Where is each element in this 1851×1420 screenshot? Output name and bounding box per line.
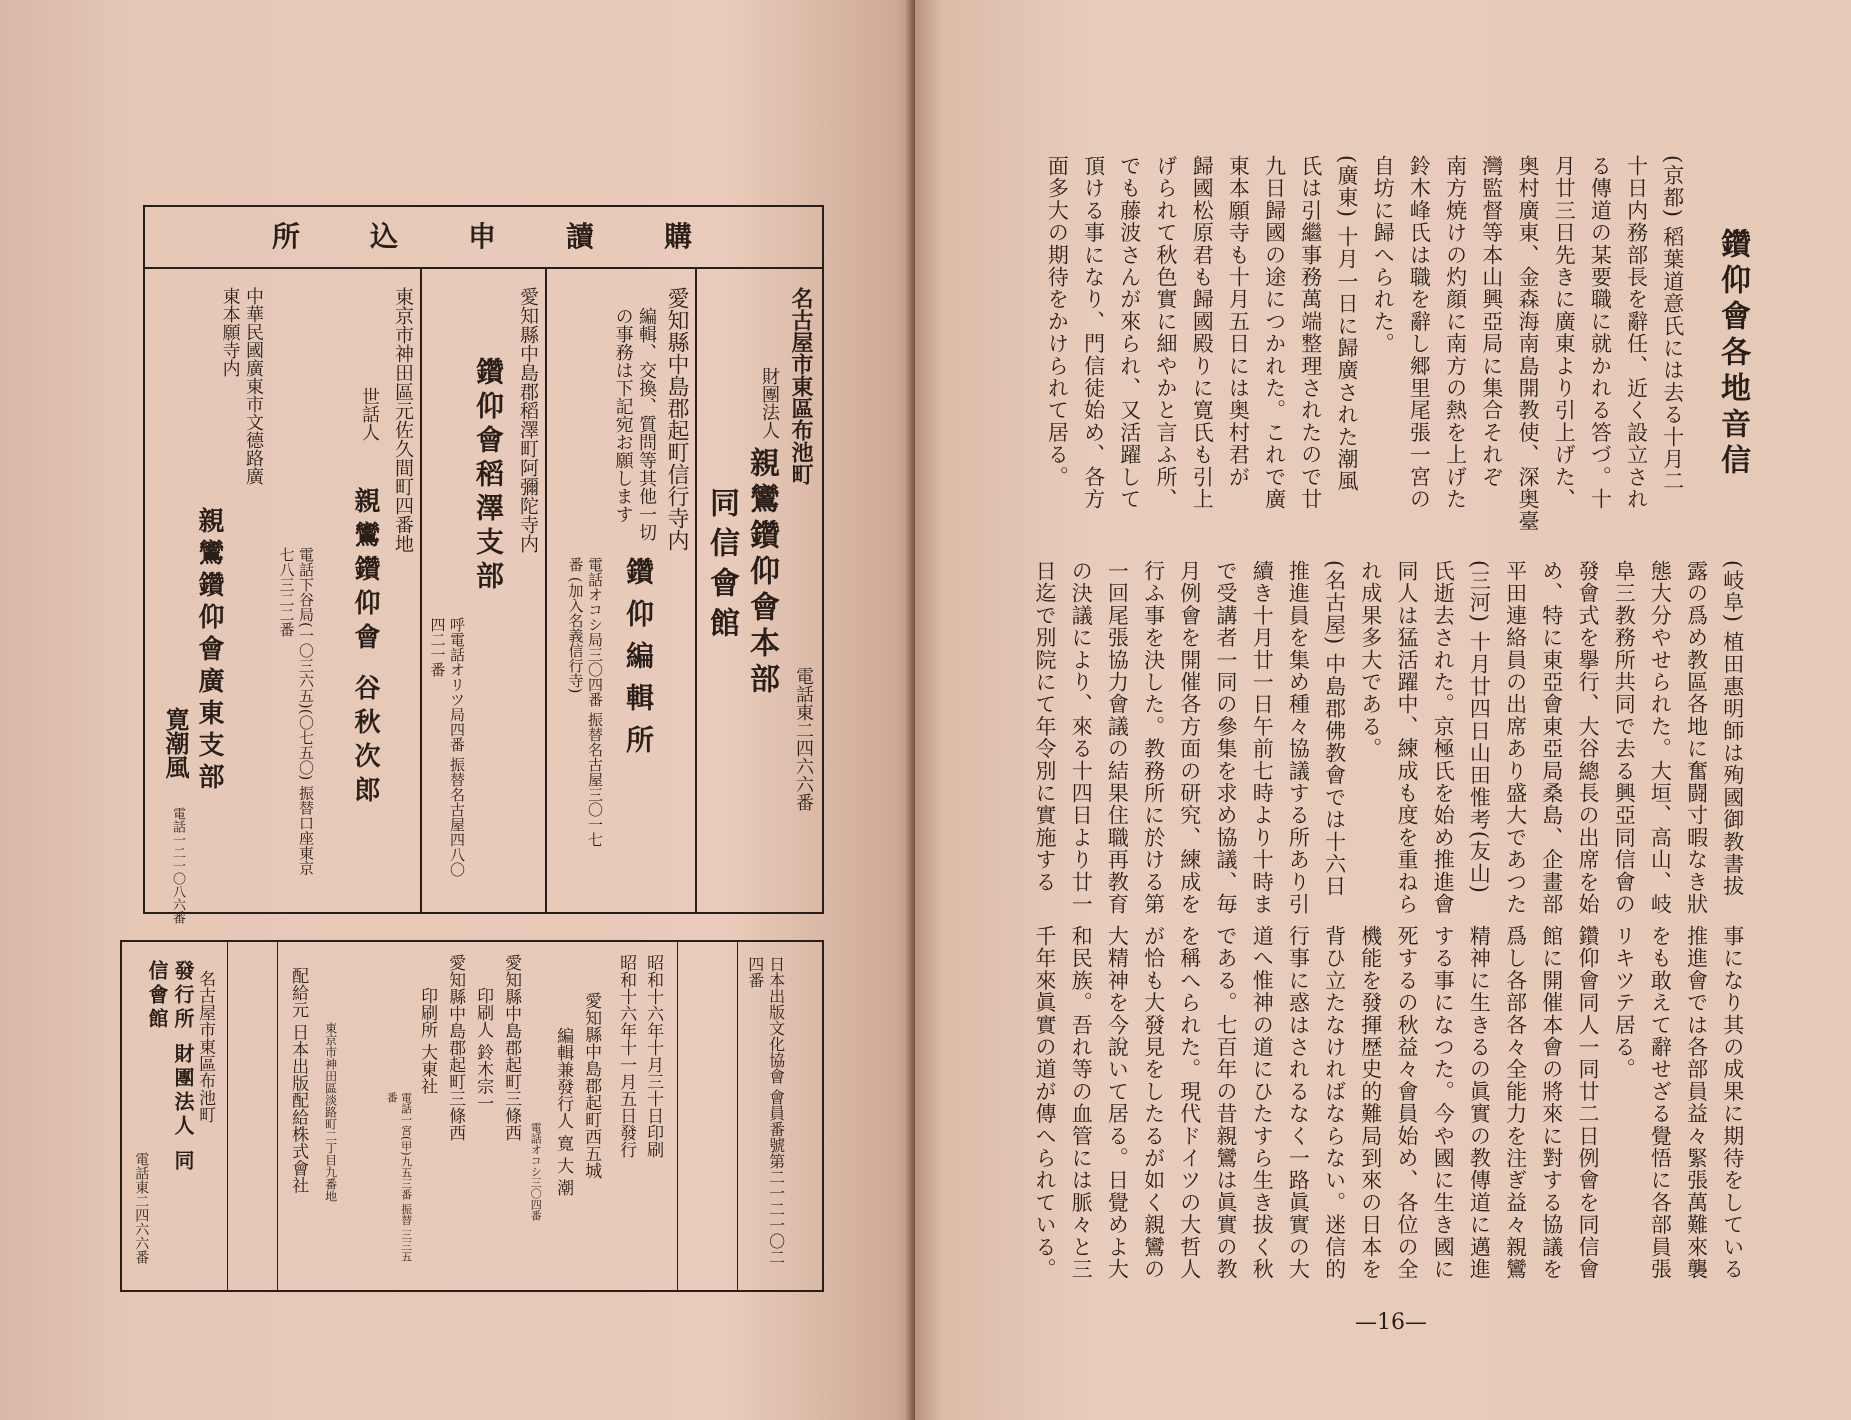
article-line: 推進員を集め種々協議する所あり引: [1286, 560, 1311, 916]
article-line: 月廿三日先きに廣東より引上げた、: [1552, 155, 1577, 511]
article-line: 鈴木峰氏は職を辭し郷里尾張一宮の: [1407, 155, 1432, 511]
editor-address: 愛知縣中島郡起町西五城: [581, 992, 602, 1179]
article-line: 奥村廣東、金森海南島開教使、深奥臺: [1516, 155, 1540, 533]
entry-guangdong-branch: [153, 287, 265, 924]
article-line: 機能を發揮歴史的難局到來の日本を: [1358, 925, 1383, 1281]
entry-name: 鑽仰會稻澤支部: [472, 357, 505, 595]
printer: 印刷人 鈴木宗一: [473, 987, 494, 1112]
article-line: 歸國松原君も歸國殿りに寛氏も引上: [1190, 155, 1215, 511]
article-line: 發會式を擧行、大谷總長の出席を始: [1576, 560, 1600, 916]
article-line: 爲し各部各々全能力を注ぎ益々親鸞: [1503, 925, 1528, 1281]
article-line: 千年來眞實の道が傳へられている。: [1033, 925, 1057, 1281]
entry-phone: 電話東二四六六番: [793, 667, 814, 811]
article-line: 氏は引繼事務萬端整理されたので廿: [1298, 155, 1323, 511]
column-divider: [420, 269, 422, 912]
article-line: 大精神を今說いて居る。日覺めよ大: [1105, 925, 1130, 1281]
article-title: 鑽仰會各地音信: [1715, 228, 1750, 480]
article-line: が恰も大發見をしたるが如く親鸞の: [1141, 925, 1166, 1281]
entry-inazawa-branch: [425, 287, 540, 897]
entry-tokyo: [270, 287, 415, 897]
entry-name: 鑽仰編輯所: [622, 557, 655, 767]
print-date: 昭和十六年十月三十日印刷: [643, 954, 664, 1158]
entry-note: 編輯、交換、質問等其他一切の事務は下記宛お願します: [612, 307, 657, 541]
colophon-divider: [677, 942, 678, 1290]
article-line: 續き十月廿一日午前七時より十時ま: [1250, 560, 1275, 916]
article-line: で受講者一同の參集を求め協議、毎: [1214, 560, 1238, 916]
entry-address: 東京市神田區元佐久間町四番地: [392, 287, 414, 553]
article-line: 九日歸國の途につかれた。これで廣: [1262, 155, 1287, 511]
article-line: 月例會を開催各方面の研究、練成を: [1177, 560, 1202, 916]
colophon-divider: [277, 942, 278, 1290]
article-line: 死するの秋益々會員始め、各位の全: [1395, 925, 1419, 1281]
press: 印刷所 大東社: [417, 987, 438, 1095]
article-line: 態大分やせられた。大垣、高山、岐: [1648, 560, 1673, 916]
article-line: をも敢えて辭せざる覺悟に各部員張: [1648, 925, 1673, 1281]
article-line: 南方焼けの灼顔に南方の熱を上げた: [1443, 155, 1468, 511]
entry-phone: 電話下谷局(一〇三六五)(〇七五〇) 振替口座東京七八三二二番: [277, 547, 315, 876]
publish-date: 昭和十六年十一月五日發行: [616, 954, 637, 1158]
article-line: 和民族。吾れ等の血管には脈々と三: [1069, 925, 1094, 1281]
article-line: 阜三教務所共同で去る興亞同信會の: [1612, 560, 1637, 916]
colophon-box: [120, 940, 824, 1292]
article-line: する事になつた。今や國に生き國に: [1431, 925, 1456, 1281]
article-line: リキツテ居る。: [1612, 925, 1637, 1081]
entry-label: 世話人: [359, 387, 380, 441]
publisher: 發行所 財團法人 同信會館: [145, 960, 195, 1174]
article-line: 行ふ事を決した。教務所に於ける第: [1141, 560, 1166, 916]
column-divider: [695, 269, 697, 912]
editor: 編輯兼發行人 寛 大 潮: [553, 1027, 574, 1197]
article-line: の決議により、來る十四日より廿一: [1069, 560, 1094, 916]
article-line: 平田連絡員の出席あり盛大であつた: [1503, 560, 1528, 916]
distributor-address: 東京市神田區淡路町二丁目九番地: [323, 1022, 338, 1202]
entry-name: 親鸞鑽仰會本部: [744, 447, 779, 699]
entry-address: 愛知縣中島郡起町信行寺内: [664, 287, 689, 551]
article-line: 行事に惑はされるなく一路眞實の大: [1286, 925, 1311, 1281]
article-line: る傳道の某要職に就かれる答づ。十: [1588, 155, 1613, 511]
article-line: 露の爲め教區各地に奮闘寸暇なき狀: [1684, 560, 1709, 916]
entry-address: 愛知縣中島郡稻澤町阿彌陀寺内: [517, 287, 539, 553]
article-line: 背ひ立たなければならない。迷信的: [1322, 925, 1347, 1281]
article-line: 東本願寺も十月五日には奥村君が: [1226, 155, 1251, 488]
article-line: 道へ惟神の道にひたすら生き拔く秋: [1250, 925, 1275, 1281]
entry-phone: 電話一二一〇八六番: [170, 807, 185, 924]
article-line: め、特に東亞會東亞局桑島、企畫部: [1539, 560, 1564, 916]
subscription-box: [143, 205, 824, 924]
editor-phone: 電話オコシ三〇四番: [529, 1122, 543, 1221]
publisher-address: 名古屋市東區布池町: [195, 970, 216, 1123]
press-address: 愛知縣中島郡起町三條西: [445, 954, 466, 1141]
article-line: (京都) 稻葉道意氏には去る十月二: [1660, 155, 1685, 493]
article-line: げられて秋色實に細やかと言ふ所、: [1154, 155, 1178, 511]
page-number: —16—: [1355, 1310, 1427, 1335]
article-line: 精神に生きるの眞實の教傳道に邁進: [1467, 925, 1492, 1281]
left-page: [0, 0, 915, 1420]
article-line: (三河) 十月廿四日山田惟考(友山): [1467, 560, 1492, 895]
article-line: 面多大の期待をかけられて居る。: [1045, 155, 1070, 488]
entry-name: 親鸞鑽仰會廣東支部: [194, 507, 224, 795]
printer-address: 愛知縣中島郡起町三條西: [501, 954, 522, 1141]
article-line: 鑽仰會同人一同廿二日例會を同信會: [1576, 925, 1600, 1281]
article-line: 自坊に歸へられた。: [1371, 155, 1396, 355]
column-divider: [545, 269, 547, 912]
press-phone: 電話一宮(甲)九五三番 振替 三三五番: [385, 1092, 413, 1262]
distributor: 配給元 日本出版配給株式會社: [288, 967, 309, 1194]
article-line: れ成果多大である。: [1358, 560, 1383, 760]
entry-label: 財團法人: [759, 367, 780, 439]
subscription-heading: 購讀申込所: [271, 220, 762, 253]
entry-address: 中華民國廣東市文德路廣東本願寺内: [219, 287, 264, 485]
entry-name-sub: 同信會館: [704, 487, 739, 647]
entry-person: 寛潮風: [161, 707, 190, 779]
entry-editorial-office: [550, 287, 690, 897]
article-line: 灣監督等本山興亞局に集合それぞ: [1479, 155, 1504, 488]
article-line: である。七百年の昔親鸞は眞實の教: [1214, 925, 1238, 1281]
article-line: 同人は猛活躍中、練成も度を重ねら: [1395, 560, 1419, 916]
entry-phone: 呼電話オリツ局四番 振替名古屋四八〇四二一番: [428, 617, 466, 877]
article-line: 氏逝去された。京極氏を始め推進會: [1431, 560, 1456, 916]
article-line: を稱へられた。現代ドイツの大哲人: [1177, 925, 1202, 1281]
article-line: 推進會では各部員益々緊張萬難來襲: [1684, 925, 1709, 1281]
article-line: 日迄で別院にて年令別に實施する: [1033, 560, 1057, 893]
colophon-divider: [737, 942, 738, 1290]
article-line: (名古屋) 中島郡佛教會では十六日: [1322, 560, 1347, 898]
article-line: でも藤波さんが來られ、又活躍して: [1117, 155, 1142, 511]
entry-phone: 電話オコシ局三〇四番 振替名古屋三〇一七番 (加入名義信行寺): [566, 557, 604, 847]
article-line: 館に開催本會の將來に對する協議を: [1539, 925, 1564, 1281]
article-line: 頂ける事になり、門信徒始め、各方: [1081, 155, 1106, 511]
registration-number: 日本出版文化協會 會員番號第二一二一〇二四番: [745, 956, 786, 1266]
right-page: [915, 0, 1851, 1420]
entry-head-office: [700, 287, 815, 897]
publisher-phone: 電話東二四六六番: [133, 1152, 150, 1264]
entry-address: 名古屋市東區布池町: [788, 287, 814, 485]
colophon-divider: [227, 942, 228, 1290]
subscription-heading-bar: [145, 207, 822, 269]
article-line: (廣東) 十月一日に歸廣された潮風: [1335, 155, 1359, 493]
article-line: 一回尾張協力會議の結果住職再教育: [1105, 560, 1130, 916]
entry-name: 親鸞鑽仰會 谷秋次郎: [350, 487, 380, 811]
article-line: 十日内務部長を辭任、近く設立され: [1624, 155, 1649, 511]
article-line: 事になり其の成果に期待をしている: [1720, 925, 1745, 1281]
article-line: (岐阜) 植田惠明師は殉國御教書拔: [1720, 560, 1745, 898]
